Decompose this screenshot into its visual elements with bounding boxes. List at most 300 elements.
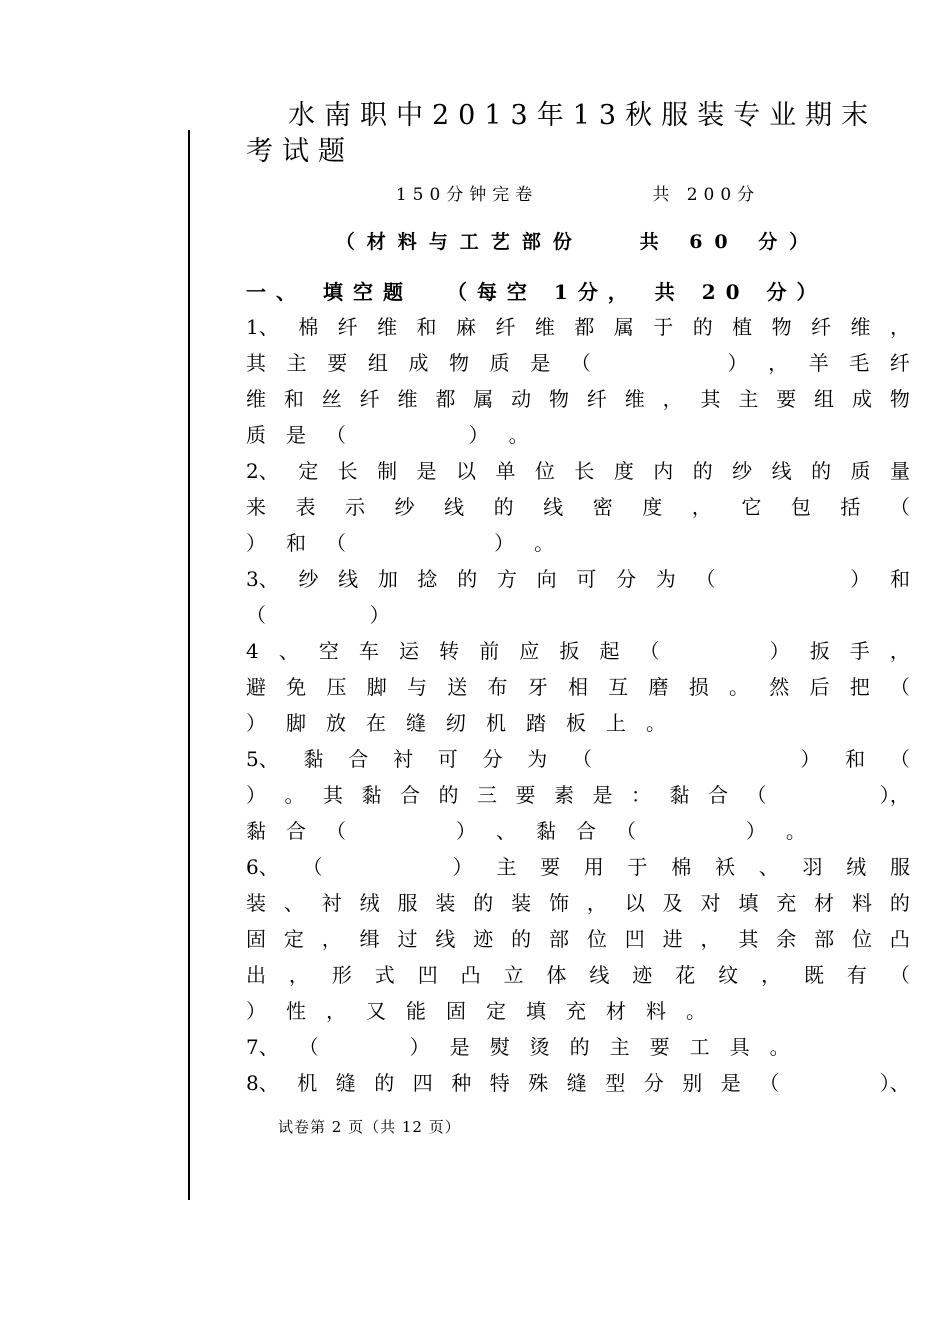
text-char: ）， [879, 783, 910, 807]
text-char: 对 [700, 891, 721, 915]
text-char: 黏 [303, 747, 324, 771]
answer-blank [366, 813, 436, 849]
text-char: 装 [511, 891, 532, 915]
text-char: ， [691, 495, 712, 519]
text-char: 都 [574, 315, 595, 339]
text-char: ） [452, 855, 473, 879]
text-char: 物 [549, 387, 569, 411]
text-char: 是 [592, 783, 613, 807]
exam-meta: 150分钟完卷 共 200分 [395, 185, 761, 205]
text-char: 进 [662, 927, 683, 951]
text-char: 前 [479, 639, 500, 663]
text-char: 四 [412, 1071, 433, 1095]
text-char: 纤 [495, 315, 516, 339]
text-char: 上 [606, 711, 626, 735]
text-char: 布 [487, 675, 508, 699]
text-char: 可 [576, 567, 597, 591]
answer-blank [286, 597, 350, 633]
text-char: 把 [849, 675, 870, 699]
text-char: 形 [331, 963, 352, 987]
text-char: 质 [489, 351, 510, 375]
text-char: 的 [374, 1071, 395, 1095]
text-char: 充 [566, 999, 586, 1023]
text-char: 、 [278, 639, 299, 663]
text-char: 和 [283, 387, 304, 411]
question-line [246, 633, 910, 669]
text-char: 和 [286, 531, 306, 555]
text-char: 合 [708, 783, 728, 807]
text-char: 扳 [809, 639, 830, 663]
question-lines [246, 309, 910, 1101]
text-char: 余 [776, 927, 797, 951]
text-char: 于 [653, 315, 674, 339]
text-char: 固 [446, 999, 466, 1023]
text-char: 缝 [566, 1071, 587, 1095]
text-char: 棉 [298, 315, 319, 339]
text-char: 定 [283, 927, 304, 951]
text-char: 与 [407, 675, 427, 699]
text-char: 定 [298, 459, 319, 483]
text-char: 后 [809, 675, 830, 699]
text-char: 为 [527, 747, 548, 771]
text-char: 合 [400, 783, 420, 807]
text-char: 5、 [246, 747, 279, 771]
text-char: 包 [790, 495, 811, 519]
text-char: ， [700, 927, 721, 951]
text-char: 饰 [549, 891, 569, 915]
text-char: 扳 [559, 639, 580, 663]
text-char: 的 [493, 495, 514, 519]
page-footer: 试卷第 2 页（共 12 页） [278, 1118, 461, 1136]
question-line [246, 525, 910, 561]
text-char: 料 [646, 999, 666, 1023]
text-char: 纤 [586, 387, 607, 411]
text-char: ） [745, 819, 766, 843]
text-char: 分 [616, 567, 637, 591]
text-char: 缉 [359, 927, 380, 951]
text-char: 羽 [802, 855, 823, 879]
text-char: 和 [889, 567, 910, 591]
text-char: 的 [889, 891, 910, 915]
text-char: ） [455, 819, 476, 843]
text-char: 黏 [361, 783, 382, 807]
text-char: 。 [284, 783, 305, 807]
text-char: 为 [655, 567, 676, 591]
text-char: 它 [741, 495, 762, 519]
text-char: 凹 [417, 963, 438, 987]
text-char: 位 [852, 927, 872, 951]
text-char: 8、 [246, 1071, 279, 1095]
text-char: 黏 [669, 783, 690, 807]
answer-blank [785, 777, 861, 813]
text-char: 。 [729, 675, 749, 699]
question-line [246, 1065, 910, 1101]
text-char: 成 [852, 387, 872, 411]
text-char: 线 [338, 567, 359, 591]
text-char: 质 [246, 423, 266, 447]
text-char: 迹 [473, 927, 494, 951]
text-char: 于 [627, 855, 648, 879]
question-line [246, 381, 910, 417]
text-char: ， [326, 999, 346, 1023]
text-char: 迹 [632, 963, 653, 987]
text-char: 以 [456, 459, 476, 483]
text-char: 维 [850, 315, 871, 339]
text-char: 。 [769, 1035, 790, 1059]
answer-blank [611, 345, 706, 381]
text-char: ） [769, 639, 790, 663]
text-char: 纤 [811, 315, 832, 339]
text-char: 来 [246, 495, 266, 519]
text-char: 过 [397, 927, 418, 951]
text-char: 维 [397, 387, 418, 411]
text-char: 成 [408, 351, 429, 375]
text-char: 机 [486, 711, 506, 735]
text-char: ， [662, 387, 683, 411]
text-char: ， [761, 963, 782, 987]
text-char: 位 [534, 459, 555, 483]
text-char: 袄 [715, 855, 735, 879]
text-char: 以 [624, 891, 645, 915]
text-char: 合 [286, 819, 306, 843]
text-char: 固 [246, 927, 266, 951]
text-char: 车 [358, 639, 379, 663]
text-char: 衬 [321, 891, 342, 915]
text-char: 用 [583, 855, 604, 879]
text-char: 的 [438, 783, 459, 807]
text-char: 烫 [529, 1035, 550, 1059]
text-char: 羊 [808, 351, 829, 375]
text-char: 内 [653, 459, 674, 483]
question-line [246, 309, 910, 345]
text-char: 素 [554, 783, 574, 807]
text-char: 特 [489, 1071, 510, 1095]
text-char: 括 [840, 495, 861, 519]
binding-margin-line [188, 130, 190, 1200]
text-char: 能 [406, 999, 426, 1023]
text-char: 的 [811, 459, 832, 483]
text-char: 位 [586, 927, 607, 951]
text-char: 维 [246, 387, 266, 411]
text-char: 可 [437, 747, 458, 771]
text-char: 、 [758, 855, 779, 879]
text-char: （ [889, 963, 910, 987]
answer-blank [798, 1065, 862, 1101]
text-char: 别 [682, 1071, 703, 1095]
text-char: 物 [771, 315, 792, 339]
text-char: （ [298, 1035, 319, 1059]
text-char: 合 [575, 819, 596, 843]
question-line [246, 849, 910, 885]
text-char: 式 [374, 963, 395, 987]
text-char: 板 [566, 711, 586, 735]
text-char: 。 [534, 531, 555, 555]
text-char: ） [369, 603, 390, 627]
text-char: 有 [846, 963, 867, 987]
text-char: （ [326, 819, 346, 843]
text-char: 服 [397, 891, 418, 915]
text-char: 部 [814, 927, 835, 951]
text-char: ） [246, 711, 266, 735]
text-char: （ [889, 747, 910, 771]
text-char: 机 [297, 1071, 318, 1095]
text-char: 纱 [298, 567, 319, 591]
text-char: 的 [473, 891, 494, 915]
text-char: 应 [519, 639, 540, 663]
text-char: ， [321, 927, 342, 951]
text-char: 然 [769, 675, 790, 699]
text-char: 其 [700, 387, 721, 411]
text-char: 性 [286, 999, 306, 1023]
text-char: ） [850, 567, 871, 591]
text-char: 缝 [335, 1071, 356, 1095]
text-char: 物 [449, 351, 470, 375]
text-char: 花 [675, 963, 696, 987]
text-char: 合 [348, 747, 369, 771]
text-char: ， [288, 963, 309, 987]
text-char: 黏 [535, 819, 556, 843]
text-char: ， [586, 891, 607, 915]
text-char: 体 [546, 963, 567, 987]
text-char: （ [615, 819, 636, 843]
answer-blank [680, 633, 750, 669]
text-char: 纫 [446, 711, 466, 735]
text-char: 纹 [718, 963, 739, 987]
text-char: 手 [849, 639, 870, 663]
text-char: 避 [246, 675, 266, 699]
text-char: 的 [511, 927, 532, 951]
text-char: 衬 [392, 747, 413, 771]
text-char: 型 [605, 1071, 626, 1095]
text-char: 要 [515, 783, 536, 807]
text-char: 具 [729, 1035, 750, 1059]
text-char: 要 [649, 1035, 670, 1059]
text-char: 是 [530, 351, 551, 375]
text-char: 主 [609, 1035, 630, 1059]
text-char: 丝 [321, 387, 342, 411]
text-char: 度 [642, 495, 663, 519]
text-char: 1、 [246, 315, 279, 339]
text-char: ） [246, 999, 266, 1023]
text-char: 7、 [246, 1035, 279, 1059]
text-char: （ [639, 639, 660, 663]
text-char: 纤 [337, 315, 358, 339]
text-char: ： [631, 783, 651, 807]
text-char: 主 [738, 387, 759, 411]
text-char: 属 [613, 315, 634, 339]
answer-blank [366, 417, 449, 453]
text-char: 麻 [456, 315, 476, 339]
text-char: 踏 [526, 711, 546, 735]
text-char: 材 [606, 999, 626, 1023]
page-title: 水南职中2013年13秋服装专业期末考试题 [246, 100, 878, 167]
text-char: ） [246, 783, 266, 807]
text-char: 要 [776, 387, 797, 411]
text-char: 是 [720, 1071, 741, 1095]
text-char: 分 [643, 1071, 664, 1095]
text-char: 互 [608, 675, 629, 699]
question-line [246, 417, 910, 453]
text-char: 其 [246, 351, 266, 375]
text-char: 质 [850, 459, 871, 483]
text-char: （ [890, 675, 910, 699]
text-char: 服 [889, 855, 910, 879]
text-char: （ [302, 855, 323, 879]
answer-blank [366, 525, 474, 561]
text-char: 损 [688, 675, 709, 699]
text-char: 装 [435, 891, 456, 915]
question-line [246, 921, 910, 957]
text-char: 的 [692, 315, 713, 339]
text-char: 单 [495, 459, 516, 483]
text-char: 是 [449, 1035, 470, 1059]
answer-blank [617, 741, 776, 777]
question-line [246, 885, 910, 921]
text-char: 凸 [460, 963, 481, 987]
text-char: 2、 [246, 459, 279, 483]
text-char: 三 [477, 783, 497, 807]
text-char: （ [246, 603, 266, 627]
text-char: 是 [286, 423, 306, 447]
text-char: 方 [496, 567, 517, 591]
text-char: 材 [814, 891, 835, 915]
text-char: （ [571, 747, 592, 771]
text-char: 料 [852, 891, 872, 915]
text-char: 的 [692, 459, 713, 483]
text-char: 充 [776, 891, 797, 915]
text-char: 维 [534, 315, 555, 339]
text-char: 凹 [624, 927, 645, 951]
text-char: ， [889, 639, 910, 663]
text-char: 都 [435, 387, 456, 411]
text-char: 起 [599, 639, 620, 663]
text-char: （ [326, 531, 346, 555]
text-char: 分 [482, 747, 503, 771]
question-line [246, 957, 910, 993]
text-char: 装 [246, 891, 266, 915]
text-char: 是 [416, 459, 437, 483]
text-char: 的 [457, 567, 478, 591]
text-char: 其 [738, 927, 759, 951]
text-char: 立 [503, 963, 524, 987]
text-char: ） [494, 531, 515, 555]
text-char: 定 [486, 999, 506, 1023]
text-char: 纱 [394, 495, 415, 519]
text-char: 组 [814, 387, 835, 411]
text-char: 棉 [671, 855, 692, 879]
question-line [246, 813, 910, 849]
text-char: 长 [337, 459, 358, 483]
text-char: 缝 [406, 711, 426, 735]
text-char: 维 [624, 387, 645, 411]
text-char: 物 [889, 387, 910, 411]
text-char: 6、 [246, 855, 279, 879]
text-char: 转 [439, 639, 460, 663]
text-char: （ [746, 783, 767, 807]
text-char: 相 [568, 675, 588, 699]
text-char: 度 [613, 459, 634, 483]
text-char: 量 [889, 459, 910, 483]
text-char: 。 [686, 999, 706, 1023]
text-char: 熨 [489, 1035, 510, 1059]
answer-blank [735, 561, 830, 597]
text-char: ） [468, 423, 489, 447]
text-char: 动 [511, 387, 532, 411]
text-char: （ [570, 351, 591, 375]
text-char: 种 [451, 1071, 472, 1095]
text-char: ） [800, 747, 821, 771]
text-char: 磨 [648, 675, 669, 699]
text-char: 免 [286, 675, 307, 699]
question-line [246, 453, 910, 489]
text-char: 填 [738, 891, 759, 915]
text-char: 黏 [246, 819, 266, 843]
text-char: 维 [377, 315, 398, 339]
text-char: 线 [435, 927, 456, 951]
text-char: 线 [543, 495, 564, 519]
text-char: 主 [496, 855, 517, 879]
text-char: 运 [399, 639, 420, 663]
question-line [246, 993, 910, 1029]
text-char: 密 [592, 495, 613, 519]
text-char: 、 [283, 891, 304, 915]
text-char: ， [889, 315, 910, 339]
text-char: 纤 [359, 387, 380, 411]
text-char: 绒 [846, 855, 867, 879]
text-char: 绒 [359, 891, 380, 915]
text-char: ） [409, 1035, 430, 1059]
text-char: 向 [536, 567, 557, 591]
answer-blank [346, 849, 429, 885]
text-char: 要 [327, 351, 348, 375]
text-char: 和 [416, 315, 437, 339]
text-char: 。 [508, 423, 529, 447]
question-line [246, 741, 910, 777]
text-char: 填 [526, 999, 546, 1023]
text-char: 脚 [286, 711, 306, 735]
question-line [246, 669, 910, 705]
text-char: ） [727, 351, 748, 375]
text-char: 。 [785, 819, 806, 843]
text-char: 空 [318, 639, 339, 663]
text-char: 表 [295, 495, 316, 519]
text-char: 纱 [732, 459, 753, 483]
text-char: 和 [845, 747, 866, 771]
exam-content [246, 98, 910, 1101]
question-line [246, 705, 910, 741]
question-line [246, 561, 910, 597]
question-line [246, 1029, 910, 1065]
text-char: 牙 [527, 675, 548, 699]
answer-blank [339, 1029, 390, 1065]
text-char: 属 [473, 387, 494, 411]
text-char: 送 [447, 675, 468, 699]
text-char: 毛 [849, 351, 870, 375]
text-char: 放 [326, 711, 346, 735]
text-char: 的 [569, 1035, 590, 1059]
text-char: 4 [246, 639, 259, 663]
text-char: 、 [495, 819, 516, 843]
text-char: 压 [326, 675, 347, 699]
text-char: 捻 [417, 567, 438, 591]
text-char: 工 [689, 1035, 710, 1059]
text-char: 又 [366, 999, 386, 1023]
text-char: 其 [323, 783, 343, 807]
text-char: 制 [377, 459, 398, 483]
text-char: 凸 [889, 927, 910, 951]
part-heading: 一、 填空题 （每空 1分， 共 20 分） [246, 280, 827, 304]
text-char: 脚 [366, 675, 387, 699]
